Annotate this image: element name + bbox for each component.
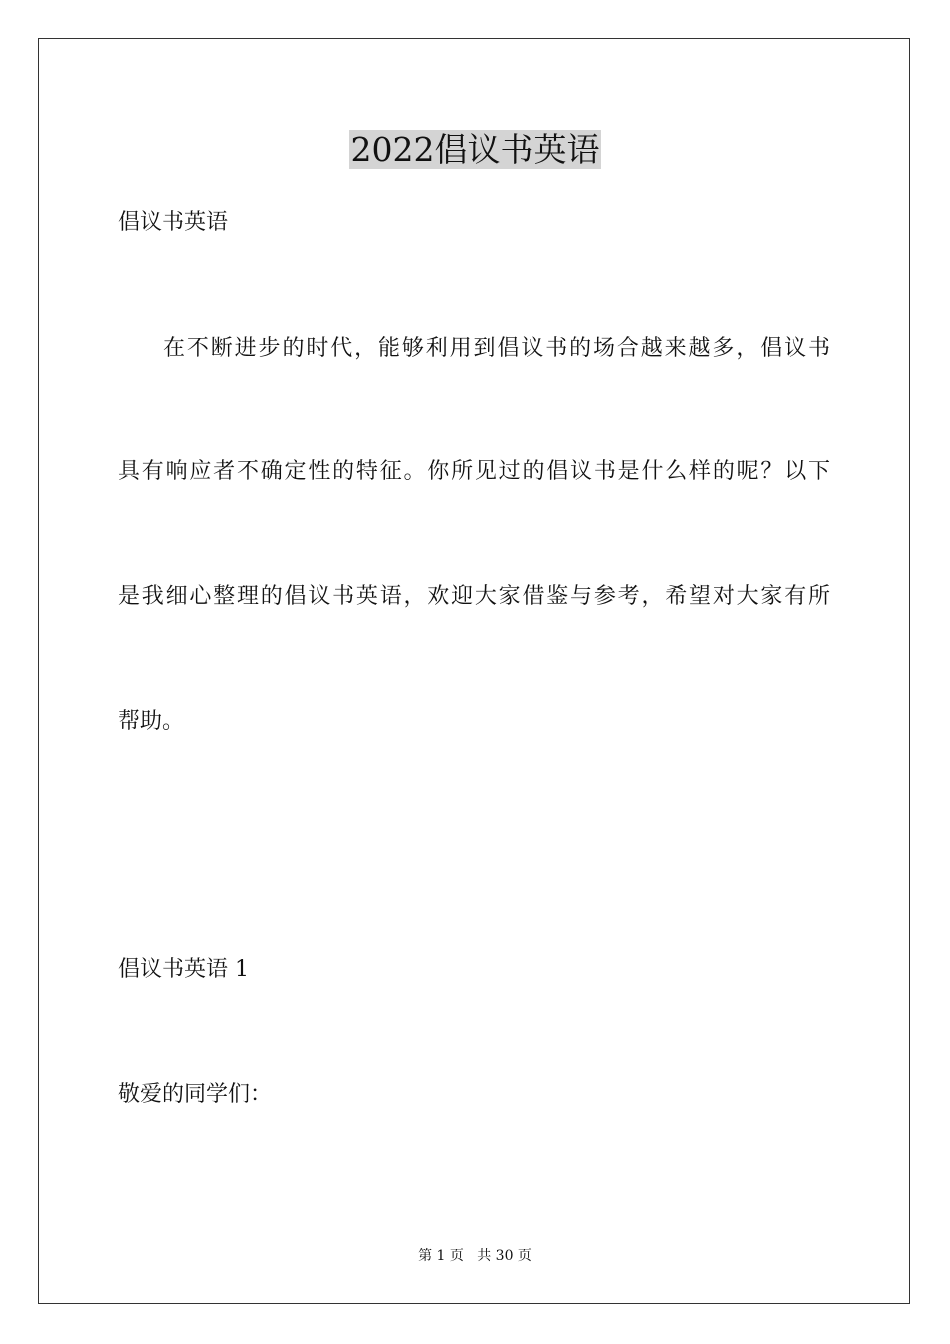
page-footer: 第 1 页 共 30 页 (418, 1248, 532, 1264)
title-highlight: 2022倡议书英语 (350, 130, 600, 169)
intro-paragraph-line-4: 帮助。 (118, 709, 185, 734)
document-subtitle: 倡议书英语 (118, 210, 229, 235)
intro-paragraph-line-3: 是我细心整理的倡议书英语，欢迎大家借鉴与参考，希望对大家有所 (118, 584, 830, 609)
intro-paragraph-line-1: 在不断进步的时代，能够利用到倡议书的场合越来越多，倡议书 (163, 336, 830, 361)
intro-paragraph-line-2: 具有响应者不确定性的特征。你所见过的倡议书是什么样的呢？以下 (118, 459, 830, 484)
section-heading: 倡议书英语 1 (118, 957, 249, 982)
salutation: 敬爱的同学们： (118, 1082, 273, 1107)
document-title (0, 128, 950, 172)
